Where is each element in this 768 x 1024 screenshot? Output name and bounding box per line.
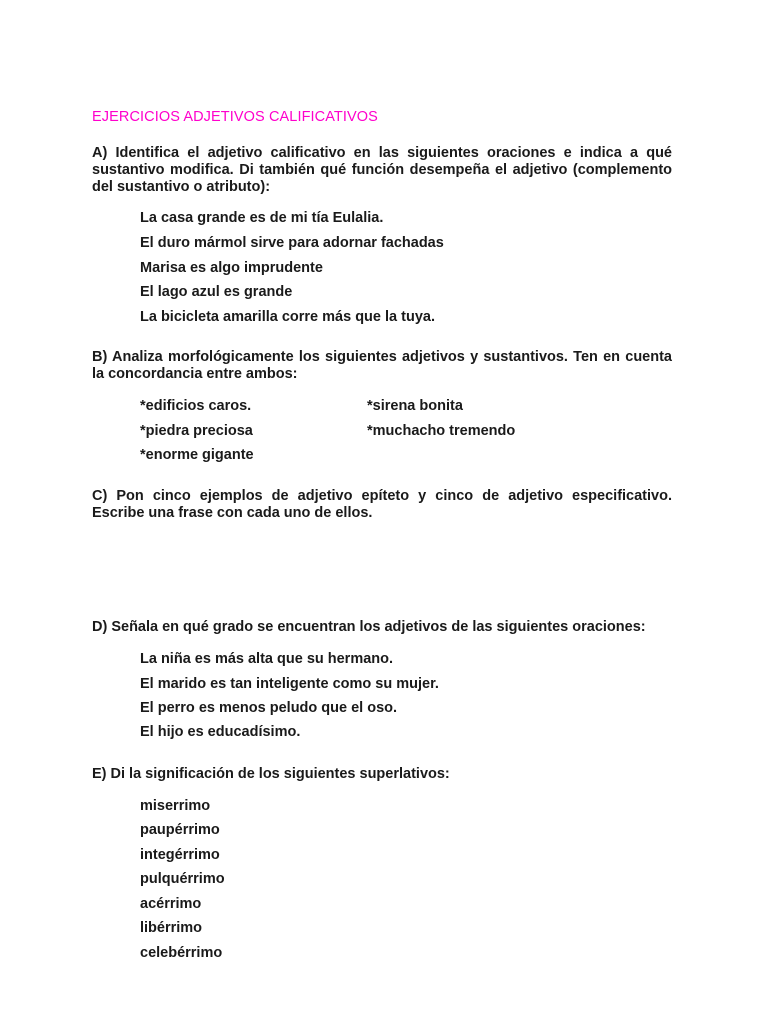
section-a-item: El duro mármol sirve para adornar fachadas	[140, 235, 444, 251]
section-b-item: *enorme gigante	[140, 447, 254, 463]
section-a-item: El lago azul es grande	[140, 284, 293, 300]
page-title: EJERCICIOS ADJETIVOS CALIFICATIVOS	[92, 109, 378, 125]
section-a-item: Marisa es algo imprudente	[140, 260, 323, 276]
section-e-item: integérrimo	[140, 847, 220, 863]
section-b-item: *piedra preciosa	[140, 423, 253, 439]
section-b-item: *edificios caros.	[140, 398, 252, 414]
section-e-item: celebérrimo	[140, 945, 223, 961]
section-a-instruction: A) Identifica el adjetivo calificativo en las siguientes oraciones e indica a qué sustantivo modifica. Di también qué función desempeña el adjetivo (complemento del sustantivo o atributo):	[92, 145, 672, 195]
section-e-item: paupérrimo	[140, 822, 220, 838]
section-e-item: libérrimo	[140, 920, 203, 936]
section-a-item: La casa grande es de mi tía Eulalia.	[140, 210, 384, 226]
section-a-item: La bicicleta amarilla corre más que la tuya.	[140, 309, 435, 325]
section-b-item: *sirena bonita	[367, 398, 463, 414]
section-c-instruction: C) Pon cinco ejemplos de adjetivo epíteto y cinco de adjetivo especificativo. Escribe una frase con cada uno de ellos.	[92, 488, 672, 521]
section-e-instruction: E) Di la significación de los siguientes superlativos:	[92, 766, 450, 782]
section-d-item: El hijo es educadísimo.	[140, 724, 301, 740]
section-d-item: El perro es menos peludo que el oso.	[140, 700, 398, 716]
section-b-item: *muchacho tremendo	[367, 423, 516, 439]
section-d-item: El marido es tan inteligente como su mujer.	[140, 676, 439, 692]
section-d-item: La niña es más alta que su hermano.	[140, 651, 394, 667]
section-e-item: miserrimo	[140, 798, 211, 814]
section-e-item: acérrimo	[140, 896, 202, 912]
section-b-instruction: B) Analiza morfológicamente los siguientes adjetivos y sustantivos. Ten en cuenta la concordancia entre ambos:	[92, 349, 672, 382]
section-e-item: pulquérrimo	[140, 871, 225, 887]
section-d-instruction: D) Señala en qué grado se encuentran los adjetivos de las siguientes oraciones:	[92, 619, 646, 635]
